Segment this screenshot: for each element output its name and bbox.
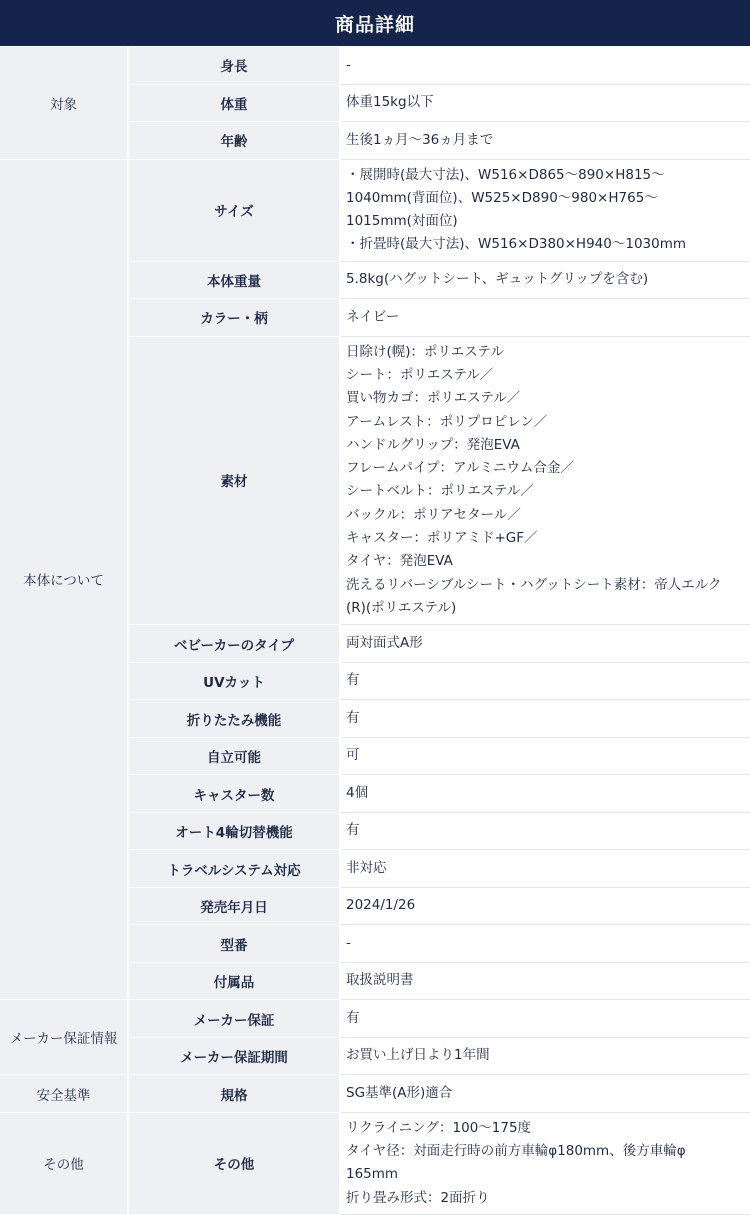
spec-value-line: シートベルト：ポリエステル／ <box>346 483 534 500</box>
spec-value-line: 買い物カゴ：ポリエステル／ <box>346 390 521 407</box>
spec-value-line: 洗えるリバーシブルシート・ハグットシート素材：帝人エルク <box>346 576 722 593</box>
spec-value <box>340 299 750 337</box>
spec-value <box>340 84 750 122</box>
spec-value-line: 有 <box>346 672 360 689</box>
spec-label: 本体重量 <box>128 261 340 299</box>
spec-value-line: 165mm <box>346 1166 399 1183</box>
spec-value <box>340 737 750 775</box>
page-title: 商品詳細 <box>0 0 750 46</box>
category-cell: 安全基準 <box>0 1075 128 1113</box>
spec-value-line: - <box>346 56 351 73</box>
spec-value-line: 2024/1/26 <box>346 897 416 914</box>
spec-label: 自立可能 <box>128 737 340 775</box>
spec-value-line: 有 <box>346 822 360 839</box>
spec-label: 発売年月日 <box>128 887 340 925</box>
category-cell: メーカー保証情報 <box>0 1000 128 1075</box>
spec-value <box>340 1000 750 1038</box>
category-cell: その他 <box>0 1112 128 1214</box>
spec-row <box>0 159 750 261</box>
spec-value <box>340 812 750 850</box>
spec-label: ベビーカーのタイプ <box>128 625 340 663</box>
spec-value-line: 5.8kg(ハグットシート、ギュットグリップを含む) <box>346 271 649 288</box>
spec-label: キャスター数 <box>128 775 340 813</box>
spec-value <box>340 47 750 85</box>
spec-label: トラベルシステム対応 <box>128 850 340 888</box>
spec-label: カラー・柄 <box>128 299 340 337</box>
spec-value <box>340 1112 750 1214</box>
spec-value-line: バックル：ポリアセタール／ <box>346 506 521 523</box>
spec-label: サイズ <box>128 159 340 261</box>
spec-label: 折りたたみ機能 <box>128 700 340 738</box>
spec-value <box>340 962 750 1000</box>
spec-table-body <box>0 47 750 1215</box>
spec-label: 体重 <box>128 84 340 122</box>
spec-value <box>340 850 750 888</box>
spec-value <box>340 662 750 700</box>
spec-value <box>340 159 750 261</box>
spec-value-line: シート：ポリエステル／ <box>346 366 494 383</box>
spec-value-line: 生後1ヵ月～36ヵ月まで <box>346 131 494 148</box>
spec-value-line: 有 <box>346 1009 360 1026</box>
spec-value-line: ・折畳時(最大寸法)、W516×D380×H940～1030mm <box>346 236 687 253</box>
spec-row <box>0 1075 750 1113</box>
spec-label: メーカー保証 <box>128 1000 340 1038</box>
spec-value-line: (R)(ポリエステル) <box>346 599 457 616</box>
spec-value-line: お買い上げ日より1年間 <box>346 1047 490 1064</box>
spec-value <box>340 336 750 625</box>
spec-label: 素材 <box>128 336 340 625</box>
spec-label: その他 <box>128 1112 340 1214</box>
spec-value <box>340 1037 750 1075</box>
spec-value-line: 日除け(幌)：ポリエステル <box>346 343 504 360</box>
spec-value-line: リクライニング：100～175度 <box>346 1119 532 1136</box>
spec-value-line: ハンドルグリップ：発泡EVA <box>346 436 520 453</box>
spec-value-line: 折り畳み形式：2面折り <box>346 1189 490 1206</box>
spec-value <box>340 925 750 963</box>
spec-value-line: キャスター：ポリアミド+GF／ <box>346 530 538 547</box>
spec-label: メーカー保証期間 <box>128 1037 340 1075</box>
spec-label: 年齢 <box>128 122 340 160</box>
spec-table <box>0 46 750 1215</box>
spec-label: 付属品 <box>128 962 340 1000</box>
spec-value <box>340 625 750 663</box>
spec-value-line: 両対面式A形 <box>346 634 423 651</box>
spec-value-line: 非対応 <box>346 859 387 876</box>
spec-value-line: フレームパイプ：アルミニウム合金／ <box>346 460 574 477</box>
spec-value-line: 取扱説明書 <box>346 972 414 989</box>
spec-value <box>340 775 750 813</box>
spec-value-line: 有 <box>346 709 360 726</box>
spec-value-line: タイヤ：発泡EVA <box>346 553 453 570</box>
spec-value <box>340 887 750 925</box>
spec-value-line: 4個 <box>346 784 369 801</box>
spec-value-line: ・展開時(最大寸法)、W516×D865～890×H815～ <box>346 166 665 183</box>
spec-value-line: タイヤ径：対面走行時の前方車輪φ180mm、後方車輪φ <box>346 1143 686 1160</box>
spec-value-line: アームレスト：ポリプロピレン／ <box>346 413 548 430</box>
spec-value-line: 可 <box>346 747 360 764</box>
spec-label: 型番 <box>128 925 340 963</box>
spec-value <box>340 261 750 299</box>
spec-row <box>0 47 750 85</box>
spec-value-line: - <box>346 934 351 951</box>
spec-value-line: 1015mm(対面位) <box>346 213 458 230</box>
spec-row <box>0 1112 750 1214</box>
spec-label: 身長 <box>128 47 340 85</box>
spec-value <box>340 1075 750 1113</box>
spec-value-line: ネイビー <box>346 308 400 325</box>
spec-value-line: 体重15kg以下 <box>346 94 434 111</box>
spec-row <box>0 1000 750 1038</box>
spec-value-line: 1040mm(背面位)、W525×D890～980×H765～ <box>346 189 658 206</box>
spec-value-line: SG基準(A形)適合 <box>346 1084 453 1101</box>
spec-value <box>340 700 750 738</box>
spec-label: 規格 <box>128 1075 340 1113</box>
spec-value <box>340 122 750 160</box>
spec-label: オート4輪切替機能 <box>128 812 340 850</box>
spec-label: UVカット <box>128 662 340 700</box>
category-cell: 対象 <box>0 47 128 160</box>
category-cell: 本体について <box>0 159 128 1000</box>
